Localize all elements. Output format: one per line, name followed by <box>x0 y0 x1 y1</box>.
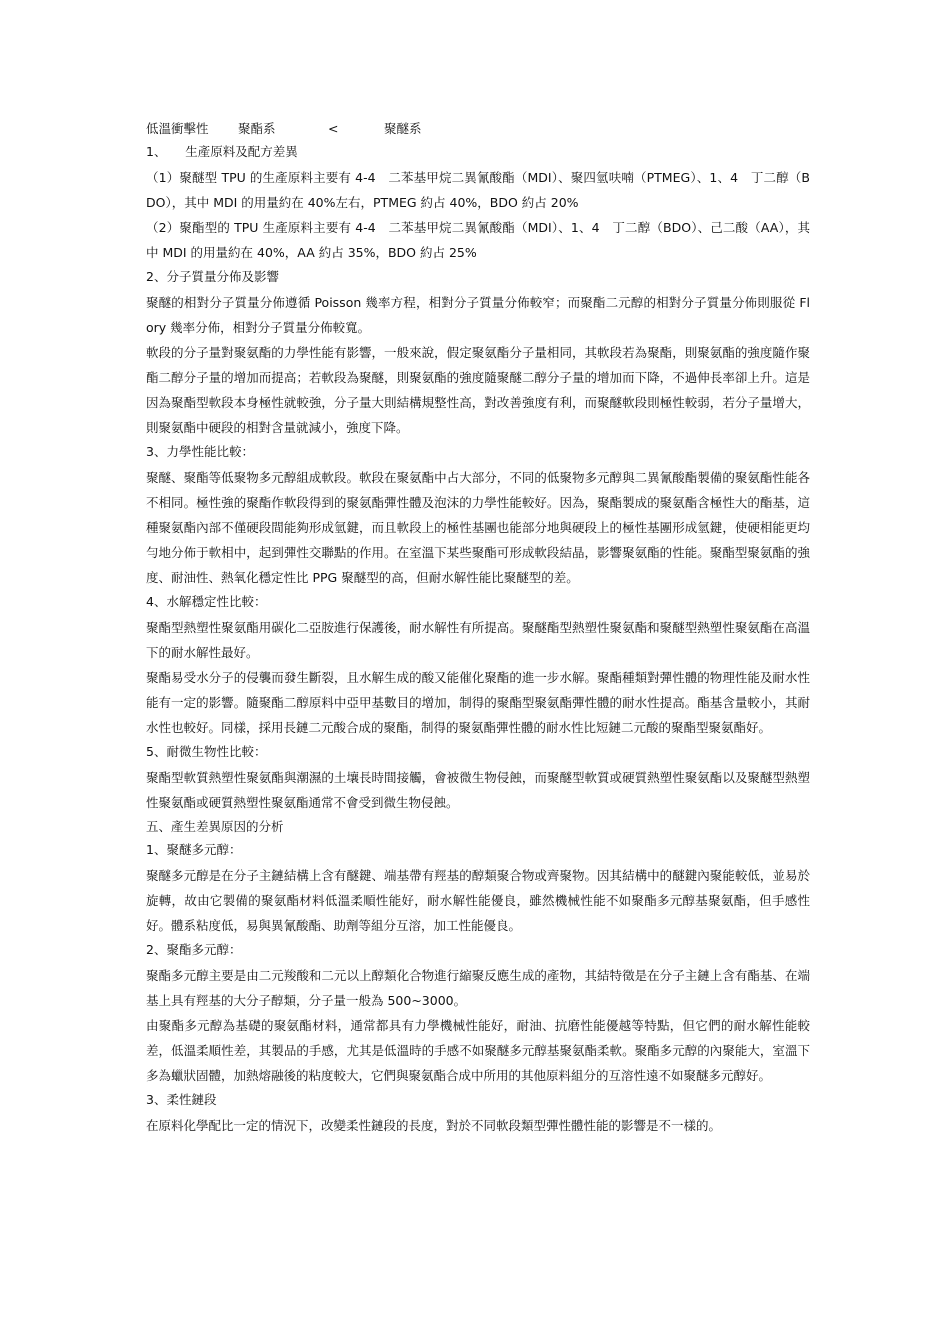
section-heading-2: 2、分子質量分佈及影響 <box>146 269 279 284</box>
section-heading-1: 1、 生產原料及配方差異 <box>146 144 298 159</box>
paragraph-6: 聚酯型熱塑性聚氨酯用碳化二亞胺進行保護後，耐水解性有所提高。聚醚酯型熱塑性聚氨酯和聚醚型熱塑性聚氨酯在高溫下的耐水解性最好。 <box>146 620 810 660</box>
headline-row <box>146 118 810 140</box>
paragraph-5: 聚醚、聚酯等低聚物多元醇組成軟段。軟段在聚氨酯中占大部分，不同的低聚物多元醇與二異氰酸酯製備的聚氨酯性能各不相同。極性強的聚酯作軟段得到的聚氨酯彈性體及泡沫的力學性能較好。因為，聚酯製成的聚氨酯含極性大的酯基，這種聚氨酯內部不僅硬段間能夠形成氫鍵，而且軟段上的極性基團也能部分地與硬段上的極性基團形成氫鍵，使硬相能更均勻地分佈于軟相中，起到彈性交聯點的作用。在室溫下某些聚酯可形成軟段結晶，影響聚氨酯的性能。聚酯型聚氨酯的強度、耐油性、熱氧化穩定性比 PPG 聚醚型的高，但耐水解性能比聚醚型的差。 <box>146 470 810 585</box>
headline-right: 聚醚系 <box>384 121 422 136</box>
section-heading-9: 3、柔性鏈段 <box>146 1092 217 1107</box>
paragraph-8: 聚酯型軟質熱塑性聚氨酯與潮濕的土壤長時間接觸，會被微生物侵蝕，而聚醚型軟質或硬質熱塑性聚氨酯以及聚醚型熱塑性聚氨酯或硬質熱塑性聚氨酯通常不會受到微生物侵蝕。 <box>146 770 810 810</box>
paragraph-11: 由聚酯多元醇為基礎的聚氨酯材料，通常都具有力學機械性能好，耐油、抗磨性能優越等特點，但它們的耐水解性能較差，低溫柔順性差，其製品的手感，尤其是低溫時的手感不如聚醚多元醇基聚氨酯柔軟。聚酯多元醇的內聚能大，室溫下多為蠟狀固體，加熱熔融後的粘度較大，它們與聚氨酯合成中所用的其他原料組分的互溶性遠不如聚醚多元醇好。 <box>146 1018 810 1083</box>
paragraph-9: 聚醚多元醇是在分子主鏈結構上含有醚鍵、端基帶有羥基的醇類聚合物或齊聚物。因其結構中的醚鍵內聚能較低，並易於旋轉，故由它製備的聚氨酯材料低溫柔順性能好，耐水解性能優良，雖然機械性能不如聚酯多元醇基聚氨酯，但手感性好。體系粘度低，易與異氰酸酯、助劑等組分互溶，加工性能優良。 <box>146 868 810 933</box>
document-body <box>146 118 810 1138</box>
paragraph-4: 軟段的分子量對聚氨酯的力學性能有影響，一般來說，假定聚氨酯分子量相同，其軟段若為聚酯，則聚氨酯的強度隨作聚酯二醇分子量的增加而提高；若軟段為聚醚，則聚氨酯的強度隨聚醚二醇分子量的增加而下降，不過伸長率卻上升。這是因為聚酯型軟段本身極性就較強，分子量大則結構規整性高，對改善強度有利，而聚醚軟段則極性較弱，若分子量增大，則聚氨酯中硬段的相對含量就減小，強度下降。 <box>146 345 810 435</box>
headline-left: 聚酯系 <box>238 121 276 136</box>
section-heading-8: 2、聚酯多元醇： <box>146 942 242 957</box>
section-heading-6: 五、產生差異原因的分析 <box>146 819 284 834</box>
section-heading-5: 5、耐微生物性比較： <box>146 744 267 759</box>
paragraph-7: 聚酯易受水分子的侵襲而發生斷裂，且水解生成的酸又能催化聚酯的進一步水解。聚酯種類對彈性體的物理性能及耐水性能有一定的影響。隨聚酯二醇原料中亞甲基數目的增加，制得的聚酯型聚氨酯彈性體的耐水性提高。酯基含量較小，其耐水性也較好。同樣，採用長鏈二元酸合成的聚酯，制得的聚氨酯彈性體的耐水性比短鏈二元酸的聚酯型聚氨酯好。 <box>146 670 810 735</box>
paragraph-10: 聚酯多元醇主要是由二元羧酸和二元以上醇類化合物進行縮聚反應生成的產物，其結特徵是在分子主鏈上含有酯基、在端基上具有羥基的大分子醇類，分子量一般為 500~3000。 <box>146 968 810 1008</box>
headline-operator: < <box>328 121 339 136</box>
section-heading-4: 4、水解穩定性比較： <box>146 594 267 609</box>
section-heading-3: 3、力學性能比較： <box>146 444 254 459</box>
paragraph-2: （2）聚酯型的 TPU 生產原料主要有 4-4 二苯基甲烷二異氰酸酯（MDI）、1、4 丁二醇（BDO）、己二酸（AA），其中 MDI 的用量約在 40%，AA 約占 35%，BDO 約占 25% <box>146 220 810 260</box>
section-heading-7: 1、聚醚多元醇： <box>146 842 242 857</box>
paragraph-3: 聚醚的相對分子質量分佈遵循 Poisson 幾率方程，相對分子質量分佈較窄；而聚酯二元醇的相對分子質量分佈則服從 Flory 幾率分佈，相對分子質量分佈較寬。 <box>146 295 810 335</box>
paragraph-12: 在原料化學配比一定的情況下，改變柔性鏈段的長度，對於不同軟段類型彈性體性能的影響是不一樣的。 <box>146 1118 722 1133</box>
headline-label: 低溫衝擊性 <box>146 121 209 136</box>
paragraph-1: （1）聚醚型 TPU 的生產原料主要有 4-4 二苯基甲烷二異氰酸酯（MDI）、聚四氫呋喃（PTMEG）、1、4 丁二醇（BDO），其中 MDI 的用量約在 40%左右，PTMEG 約占 40%，BDO 約占 20% <box>146 170 810 210</box>
